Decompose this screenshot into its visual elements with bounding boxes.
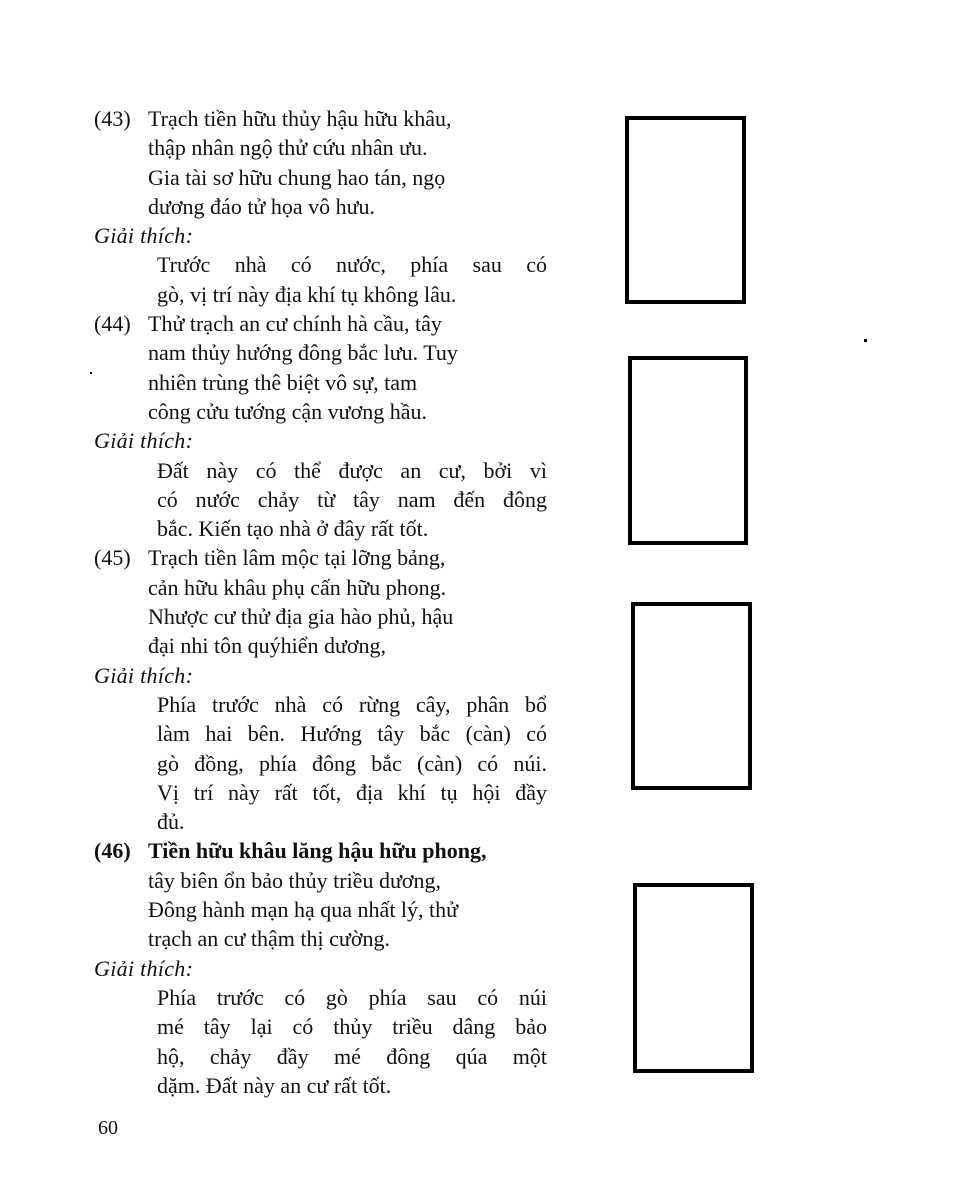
explanation-line: làm hai bên. Hướng tây bắc (càn) có xyxy=(157,721,547,747)
verse-text: Trạch tiền lâm mộc tại lỡng bảng, xyxy=(148,545,446,571)
explanation-line: hộ, chảy đầy mé đông qúa một xyxy=(157,1043,547,1069)
verse-line: dương đáo tử họa vô hưu. xyxy=(148,193,376,219)
explanation-line: dặm. Đất này an cư rất tốt. xyxy=(157,1072,392,1098)
explanation-line: Đất này có thể được an cư, bởi vì xyxy=(157,457,547,483)
verse-line xyxy=(94,836,564,865)
scan-speck xyxy=(90,372,92,374)
text-column xyxy=(94,104,564,1100)
diagram-box-45 xyxy=(631,602,752,790)
page-number: 60 xyxy=(98,1117,118,1139)
verse-line: nhiên trùng thê biệt vô sự, tam xyxy=(148,369,418,395)
explanation-line: Trước nhà có nước, phía sau có xyxy=(157,252,547,278)
explanation-line: Phía trước nhà có rừng cây, phân bổ xyxy=(157,691,547,717)
explanation-line: đủ. xyxy=(157,809,185,835)
verse-line xyxy=(94,309,564,338)
explanation-label: Giải thích: xyxy=(94,955,194,981)
diagram-box-43 xyxy=(625,116,746,304)
verse-line: Đông hành mạn hạ qua nhất lý, thử xyxy=(148,897,459,923)
verse-line: cản hữu khâu phụ cấn hữu phong. xyxy=(148,574,447,600)
entry-number: (44) xyxy=(94,311,131,337)
verse-line: nam thủy hướng đông bắc lưu. Tuy xyxy=(148,340,458,366)
scan-speck xyxy=(864,339,867,342)
verse-text: Thử trạch an cư chính hà cầu, tây xyxy=(148,311,442,337)
explanation-line: bắc. Kiến tạo nhà ở đây rất tốt. xyxy=(157,516,429,542)
entry-number: (43) xyxy=(94,106,131,131)
verse-text: Trạch tiền hữu thủy hậu hữu khâu, xyxy=(148,106,452,131)
verse-line xyxy=(94,543,564,572)
explanation-line: Phía trước có gò phía sau có núi xyxy=(157,984,547,1010)
entry-number: (45) xyxy=(94,545,131,571)
explanation-line: gò, vị trí này địa khí tụ không lâu. xyxy=(157,281,457,307)
explanation-line: có nước chảy từ tây nam đến đông xyxy=(157,486,547,512)
diagram-box-44 xyxy=(628,356,748,545)
verse-line: Nhược cư thử địa gia hào phủ, hậu xyxy=(148,604,454,630)
verse-line: công cửu tướng cận vương hầu. xyxy=(148,398,427,424)
verse-line: trạch an cư thậm thị cường. xyxy=(148,926,390,952)
verse-line: đại nhi tôn quýhiển dương, xyxy=(148,633,387,659)
entry-46 xyxy=(94,836,564,1100)
verse-line: Gia tài sơ hữu chung hao tán, ngọ xyxy=(148,164,446,190)
verse-line: tây biên ổn bảo thủy triều dương, xyxy=(148,867,442,893)
entry-45 xyxy=(94,543,564,836)
entry-43 xyxy=(94,104,564,309)
entry-44 xyxy=(94,309,564,543)
explanation-line: mé tây lại có thủy triều dâng bảo xyxy=(157,1014,547,1040)
explanation-label: Giải thích: xyxy=(94,662,194,688)
diagram-box-46 xyxy=(633,883,754,1073)
verse-line xyxy=(94,104,564,133)
explanation-label: Giải thích: xyxy=(94,428,194,454)
explanation-line: Vị trí này rất tốt, địa khí tụ hội đầy xyxy=(157,779,547,805)
entry-number: (46) xyxy=(94,838,131,864)
explanation-line: gò đồng, phía đông bắc (càn) có núi. xyxy=(157,750,547,776)
verse-line: thập nhân ngộ thử cứu nhân ưu. xyxy=(148,135,428,161)
explanation-label: Giải thích: xyxy=(94,223,194,249)
verse-text: Tiền hữu khâu lăng hậu hữu phong, xyxy=(148,838,487,864)
